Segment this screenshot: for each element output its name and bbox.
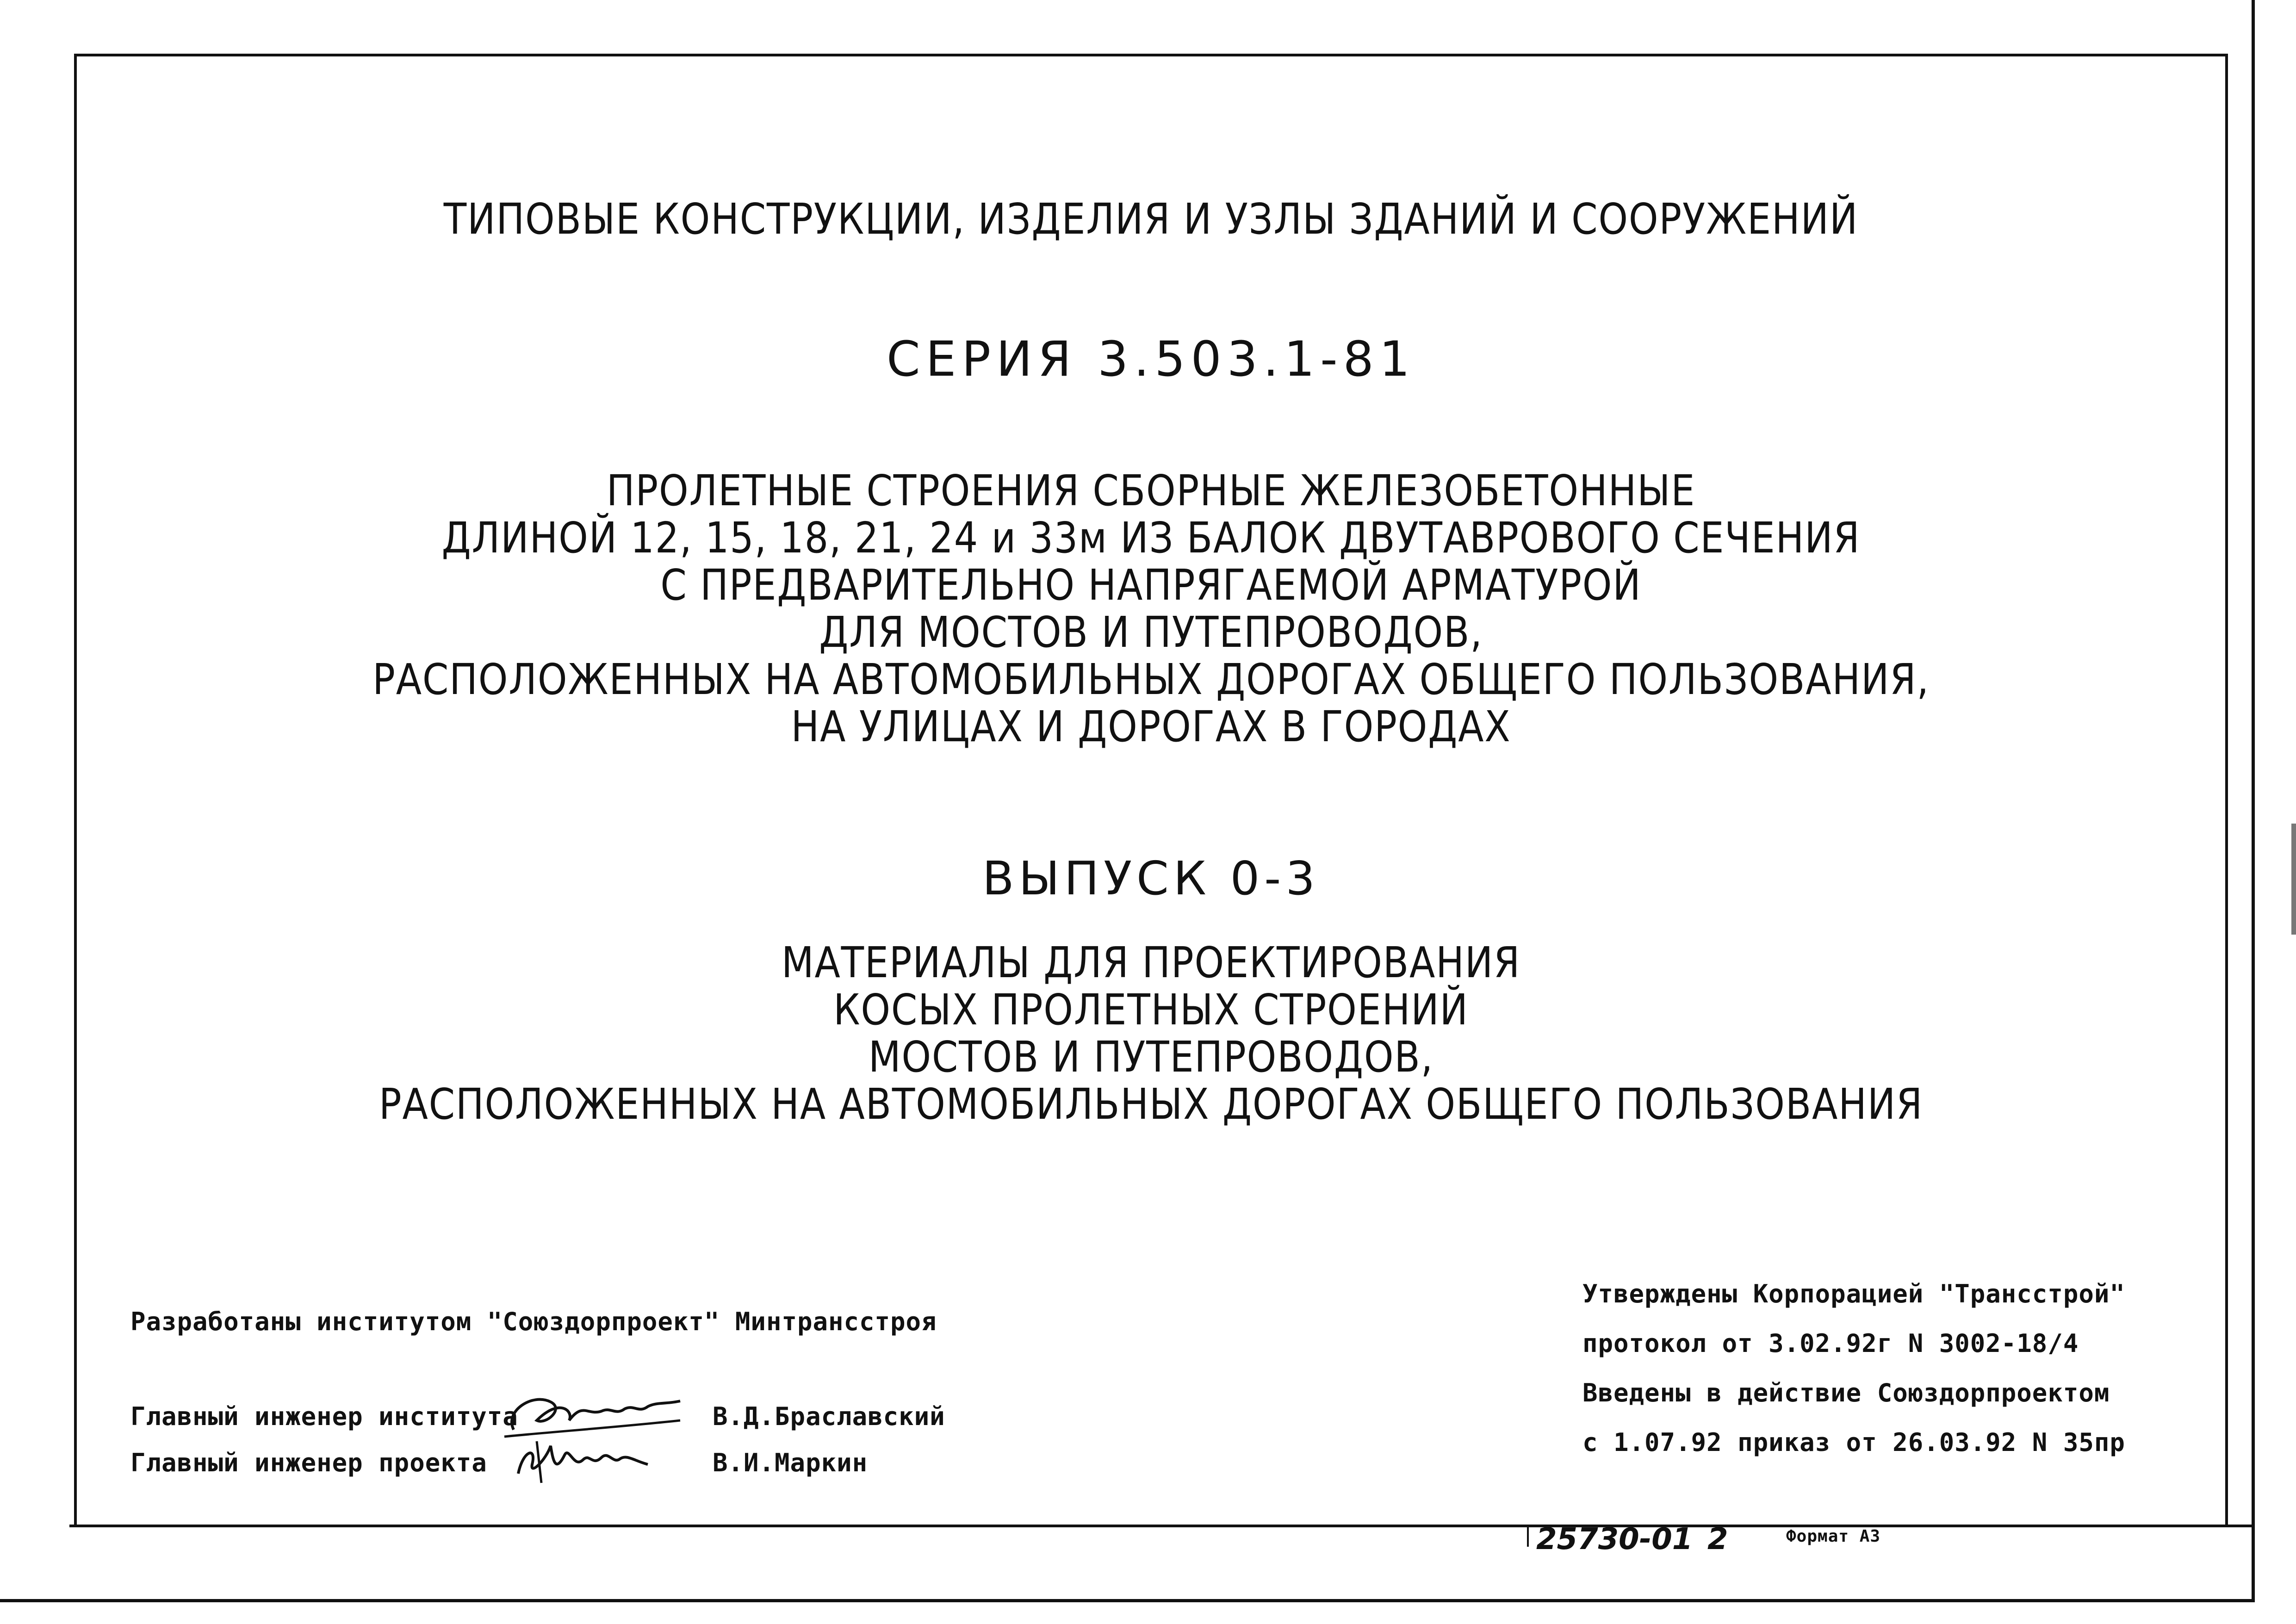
description-block (203, 467, 2098, 750)
description-line: С ПРЕДВАРИТЕЛЬНО НАПРЯГАЕМОЙ АРМАТУРОЙ (660, 560, 1642, 610)
vypusk-heading: ВЫПУСК 0-3 (982, 851, 1320, 905)
stamp-divider (1527, 1525, 1529, 1547)
frame-bottom (69, 1525, 2252, 1527)
vypusk-line: МАТЕРИАЛЫ ДЛЯ ПРОЕКТИРОВАНИЯ (781, 938, 1521, 987)
margin-mark (2291, 824, 2296, 935)
approval-line-1: Утверждены Корпорацией "Трансстрой" (1582, 1279, 2125, 1308)
approval-line-4: с 1.07.92 приказ от 26.03.92 N 35пр (1582, 1428, 2125, 1457)
vypusk-line: КОСЫХ ПРОЛЕТНЫХ СТРОЕНИЙ (833, 985, 1469, 1035)
document-number: 25730-01 (1536, 1522, 1693, 1556)
description-line: РАСПОЛОЖЕННЫХ НА АВТОМОБИЛЬНЫХ ДОРОГАХ ОБЩЕГО ПОЛЬЗОВАНИЯ, (372, 655, 1930, 704)
approval-line-3: Введены в действие Союздорпроектом (1582, 1378, 2110, 1407)
signature-markin (509, 1432, 657, 1492)
format-label: Формат А3 (1786, 1527, 1881, 1546)
series-heading: ТИПОВЫЕ КОНСТРУКЦИИ, ИЗДЕЛИЯ И УЗЛЫ ЗДАНИЙ И СООРУЖЕНИЙ (443, 194, 1859, 244)
approval-line-2: протокол от 3.02.92г N 3002-18/4 (1582, 1329, 2079, 1358)
seria-number: СЕРИЯ 3.503.1-81 (887, 331, 1415, 387)
chief-institute-label: Главный инженер института (130, 1402, 518, 1431)
vypusk-line: МОСТОВ И ПУТЕПРОВОДОВ, (868, 1032, 1434, 1082)
sheet-number: 2 (1707, 1522, 1728, 1556)
vypusk-block (203, 939, 2098, 1128)
description-line: ДЛИНОЙ 12, 15, 18, 21, 24 и 33м ИЗ БАЛОК ДВУТАВРОВОГО СЕЧЕНИЯ (441, 513, 1861, 563)
chief-institute-name: В.Д.Браславский (713, 1402, 945, 1431)
description-line: НА УЛИЦАХ И ДОРОГАХ В ГОРОДАХ (791, 702, 1511, 751)
vypusk-line: РАСПОЛОЖЕННЫХ НА АВТОМОБИЛЬНЫХ ДОРОГАХ ОБЩЕГО ПОЛЬЗОВАНИЯ (379, 1079, 1924, 1129)
chief-project-name: В.И.Маркин (713, 1448, 868, 1477)
frame-left (74, 54, 77, 1527)
description-line: ПРОЛЕТНЫЕ СТРОЕНИЯ СБОРНЫЕ ЖЕЛЕЗОБЕТОННЫЕ (606, 466, 1696, 515)
description-line: ДЛЯ МОСТОВ И ПУТЕПРОВОДОВ, (819, 607, 1483, 657)
chief-project-label: Главный инженер проекта (130, 1448, 487, 1477)
frame-right (2225, 54, 2228, 1527)
frame-top (74, 54, 2228, 56)
developer-line: Разработаны институтом "Союздорпроект" Минтрансстроя (130, 1307, 937, 1336)
